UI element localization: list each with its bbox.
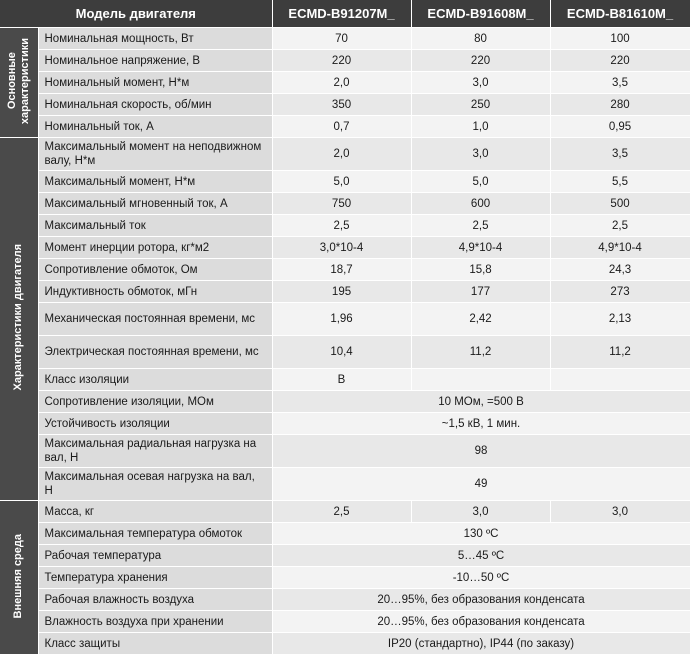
value-cell: 2,13 xyxy=(550,303,690,336)
value-cell: 2,42 xyxy=(411,303,550,336)
table-row xyxy=(0,281,690,303)
parameter-name: Номинальное напряжение, В xyxy=(38,50,272,72)
value-cell: 2,0 xyxy=(272,138,411,171)
table-row xyxy=(0,369,690,391)
table-row xyxy=(0,501,690,523)
value-cell: 80 xyxy=(411,28,550,50)
table-row xyxy=(0,138,690,171)
value-cell: 3,5 xyxy=(550,138,690,171)
value-cell: 4,9*10-4 xyxy=(550,237,690,259)
parameter-name: Температура хранения xyxy=(38,567,272,589)
table-row xyxy=(0,50,690,72)
value-cell xyxy=(411,369,550,391)
table-row xyxy=(0,94,690,116)
merged-value-cell: 20…95%, без образования конденсата xyxy=(272,589,690,611)
table-row xyxy=(0,237,690,259)
value-cell: 2,5 xyxy=(272,501,411,523)
value-cell: 220 xyxy=(272,50,411,72)
parameter-name: Максимальный момент на неподвижном валу, Н*м xyxy=(38,138,272,171)
table-row xyxy=(0,72,690,94)
table-row xyxy=(0,28,690,50)
value-cell: 5,5 xyxy=(550,171,690,193)
value-cell: 1,96 xyxy=(272,303,411,336)
merged-value-cell: 49 xyxy=(272,468,690,501)
table-row xyxy=(0,523,690,545)
parameter-name: Влажность воздуха при хранении xyxy=(38,611,272,633)
parameter-name: Механическая постоянная времени, мс xyxy=(38,303,272,336)
model-column-header: ECMD-B91207M_ xyxy=(272,0,411,28)
table-row xyxy=(0,193,690,215)
parameter-name: Номинальный ток, А xyxy=(38,116,272,138)
model-column-header: ECMD-B81610M_ xyxy=(550,0,690,28)
value-cell: 11,2 xyxy=(550,336,690,369)
value-cell xyxy=(550,369,690,391)
value-cell: 220 xyxy=(411,50,550,72)
value-cell: 3,5 xyxy=(550,72,690,94)
parameter-name: Сопротивление изоляции, МОм xyxy=(38,391,272,413)
section-title: Основные характеристики xyxy=(6,37,31,125)
table-row xyxy=(0,391,690,413)
merged-value-cell: 5…45 ºС xyxy=(272,545,690,567)
merged-value-cell: ~1,5 кВ, 1 мин. xyxy=(272,413,690,435)
table-row xyxy=(0,413,690,435)
merged-value-cell: 20…95%, без образования конденсата xyxy=(272,611,690,633)
value-cell: 2,5 xyxy=(550,215,690,237)
value-cell: 750 xyxy=(272,193,411,215)
parameter-name: Масса, кг xyxy=(38,501,272,523)
merged-value-cell: 10 МОм, =500 В xyxy=(272,391,690,413)
value-cell: 250 xyxy=(411,94,550,116)
table-row xyxy=(0,633,690,655)
table-row xyxy=(0,259,690,281)
table-row xyxy=(0,567,690,589)
value-cell: 2,0 xyxy=(272,72,411,94)
parameter-name: Класс защиты xyxy=(38,633,272,655)
table-row xyxy=(0,303,690,336)
parameter-name: Рабочая влажность воздуха xyxy=(38,589,272,611)
section-title: Внешняя среда xyxy=(12,533,25,619)
parameter-name: Максимальная радиальная нагрузка на вал, Н xyxy=(38,435,272,468)
table-row xyxy=(0,215,690,237)
parameter-name: Номинальный момент, Н*м xyxy=(38,72,272,94)
table-row xyxy=(0,468,690,501)
table-row xyxy=(0,545,690,567)
value-cell: 0,95 xyxy=(550,116,690,138)
merged-value-cell: -10…50 ºС xyxy=(272,567,690,589)
value-cell: 15,8 xyxy=(411,259,550,281)
value-cell: 500 xyxy=(550,193,690,215)
merged-value-cell: 130 ºС xyxy=(272,523,690,545)
value-cell: 273 xyxy=(550,281,690,303)
merged-value-cell: 98 xyxy=(272,435,690,468)
parameter-name: Максимальная температура обмоток xyxy=(38,523,272,545)
value-cell: 70 xyxy=(272,28,411,50)
table-row xyxy=(0,336,690,369)
parameter-name: Максимальный ток xyxy=(38,215,272,237)
value-cell: 100 xyxy=(550,28,690,50)
value-cell: 3,0 xyxy=(550,501,690,523)
value-cell: 1,0 xyxy=(411,116,550,138)
value-cell: 3,0 xyxy=(411,138,550,171)
section-title: Характеристики двигателя xyxy=(12,244,25,391)
model-column-header: ECMD-B91608M_ xyxy=(411,0,550,28)
table-row xyxy=(0,589,690,611)
parameter-name: Момент инерции ротора, кг*м2 xyxy=(38,237,272,259)
value-cell: 10,4 xyxy=(272,336,411,369)
table-row xyxy=(0,611,690,633)
parameter-name: Максимальный момент, Н*м xyxy=(38,171,272,193)
value-cell: 3,0 xyxy=(411,72,550,94)
section-label xyxy=(0,138,38,501)
parameter-name: Индуктивность обмоток, мГн xyxy=(38,281,272,303)
value-cell: 3,0*10-4 xyxy=(272,237,411,259)
header-row xyxy=(0,0,690,28)
value-cell: 220 xyxy=(550,50,690,72)
value-cell: 18,7 xyxy=(272,259,411,281)
parameter-name: Устойчивость изоляции xyxy=(38,413,272,435)
section-label xyxy=(0,501,38,655)
value-cell: 3,0 xyxy=(411,501,550,523)
value-cell: B xyxy=(272,369,411,391)
parameter-name: Сопротивление обмоток, Ом xyxy=(38,259,272,281)
parameter-name: Максимальная осевая нагрузка на вал, Н xyxy=(38,468,272,501)
parameter-name: Класс изоляции xyxy=(38,369,272,391)
table-row xyxy=(0,116,690,138)
parameter-name: Максимальный мгновенный ток, А xyxy=(38,193,272,215)
value-cell: 2,5 xyxy=(411,215,550,237)
parameter-name: Номинальная мощность, Вт xyxy=(38,28,272,50)
section-label xyxy=(0,28,38,138)
value-cell: 5,0 xyxy=(272,171,411,193)
value-cell: 5,0 xyxy=(411,171,550,193)
model-header: Модель двигателя xyxy=(0,0,272,28)
value-cell: 4,9*10-4 xyxy=(411,237,550,259)
value-cell: 600 xyxy=(411,193,550,215)
value-cell: 195 xyxy=(272,281,411,303)
parameter-name: Электрическая постоянная времени, мс xyxy=(38,336,272,369)
value-cell: 0,7 xyxy=(272,116,411,138)
value-cell: 11,2 xyxy=(411,336,550,369)
value-cell: 24,3 xyxy=(550,259,690,281)
value-cell: 177 xyxy=(411,281,550,303)
table-row xyxy=(0,171,690,193)
merged-value-cell: IP20 (стандартно), IP44 (по заказу) xyxy=(272,633,690,655)
parameter-name: Номинальная скорость, об/мин xyxy=(38,94,272,116)
table-row xyxy=(0,435,690,468)
parameter-name: Рабочая температура xyxy=(38,545,272,567)
value-cell: 2,5 xyxy=(272,215,411,237)
value-cell: 350 xyxy=(272,94,411,116)
value-cell: 280 xyxy=(550,94,690,116)
